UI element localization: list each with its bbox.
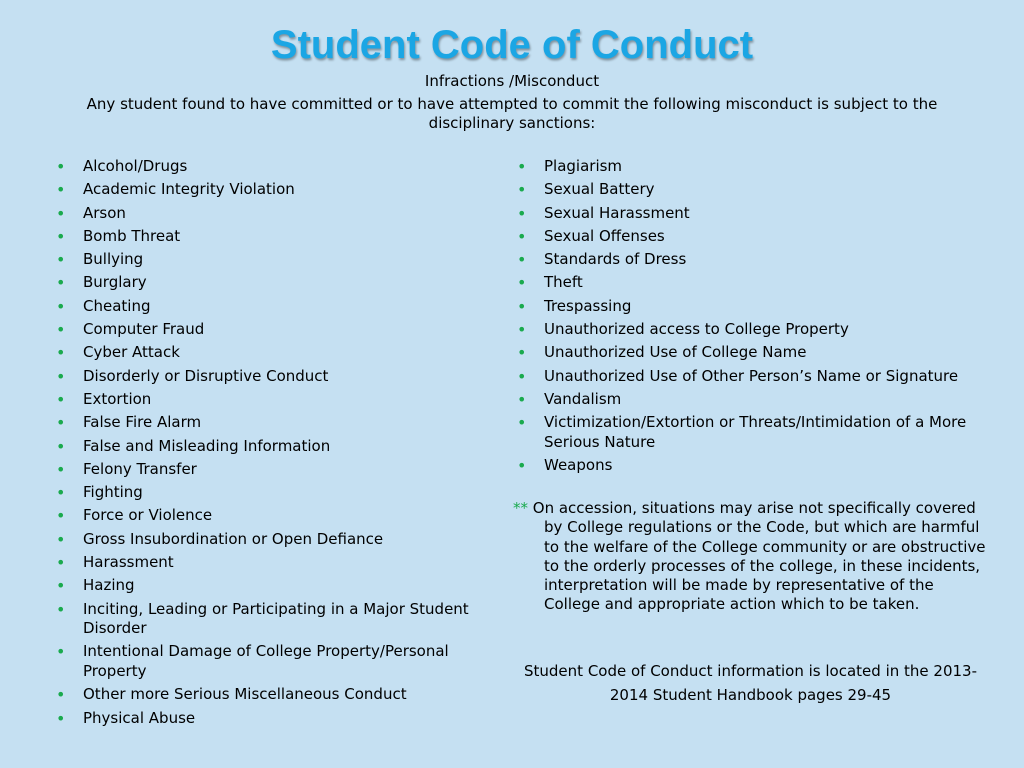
infractions-list-right: [517, 157, 967, 479]
list-item: • False Fire Alarm: [56, 413, 496, 433]
list-item: • Harassment: [56, 553, 496, 573]
list-item: • Arson: [56, 204, 496, 224]
list-item: • Intentional Damage of College Property/Personal Property: [56, 642, 496, 681]
list-item: • Cheating: [56, 297, 496, 317]
intro-text: Any student found to have committed or to have attempted to commit the following misconduct is subject to the disciplinary sanctions:: [86, 95, 938, 132]
note-paragraph: [513, 499, 988, 615]
list-item: • Computer Fraud: [56, 320, 496, 340]
list-item: • Unauthorized Use of College Name: [517, 343, 967, 363]
list-item: • Trespassing: [517, 297, 967, 317]
list-item: • Physical Abuse: [56, 709, 496, 729]
note-marker: **: [513, 499, 528, 517]
list-item: • Burglary: [56, 273, 496, 293]
list-item: • Fighting: [56, 483, 496, 503]
list-item: • Unauthorized access to College Property: [517, 320, 967, 340]
list-item: • Other more Serious Miscellaneous Conduct: [56, 685, 496, 705]
list-item: • Theft: [517, 273, 967, 293]
list-item: • Academic Integrity Violation: [56, 180, 496, 200]
list-item: • Weapons: [517, 456, 967, 476]
list-item: • Sexual Harassment: [517, 204, 967, 224]
infractions-list-left: [56, 157, 496, 732]
note-text: On accession, situations may arise not specifically covered by College regulations or the Code, but which are harmful to the welfare of the College community or are obstructive to the orderly processes of the college, in these incidents, interpretation will be made by representative of the College and appropriate action which to be taken.: [532, 499, 986, 614]
list-item: • Victimization/Extortion or Threats/Intimidation of a More Serious Nature: [517, 413, 967, 452]
page-subtitle: Infractions /Misconduct: [424, 72, 600, 90]
list-item: • False and Misleading Information: [56, 437, 496, 457]
list-item: • Sexual Offenses: [517, 227, 967, 247]
list-item: • Vandalism: [517, 390, 967, 410]
list-item: • Inciting, Leading or Participating in a Major Student Disorder: [56, 600, 496, 639]
list-item: • Alcohol/Drugs: [56, 157, 496, 177]
list-item: • Standards of Dress: [517, 250, 967, 270]
footer-text: Student Code of Conduct information is located in the 2013-2014 Student Handbook pages 29-45: [524, 662, 977, 704]
list-item: • Cyber Attack: [56, 343, 496, 363]
list-item: • Extortion: [56, 390, 496, 410]
list-item: • Bomb Threat: [56, 227, 496, 247]
list-item: • Force or Violence: [56, 506, 496, 526]
list-item: • Unauthorized Use of Other Person’s Name or Signature: [517, 367, 967, 387]
page-title: Student Code of Conduct: [270, 23, 754, 67]
list-item: • Sexual Battery: [517, 180, 967, 200]
list-item: • Hazing: [56, 576, 496, 596]
list-item: • Bullying: [56, 250, 496, 270]
list-item: • Disorderly or Disruptive Conduct: [56, 367, 496, 387]
list-item: • Plagiarism: [517, 157, 967, 177]
list-item: • Felony Transfer: [56, 460, 496, 480]
list-item: • Gross Insubordination or Open Defiance: [56, 530, 496, 550]
